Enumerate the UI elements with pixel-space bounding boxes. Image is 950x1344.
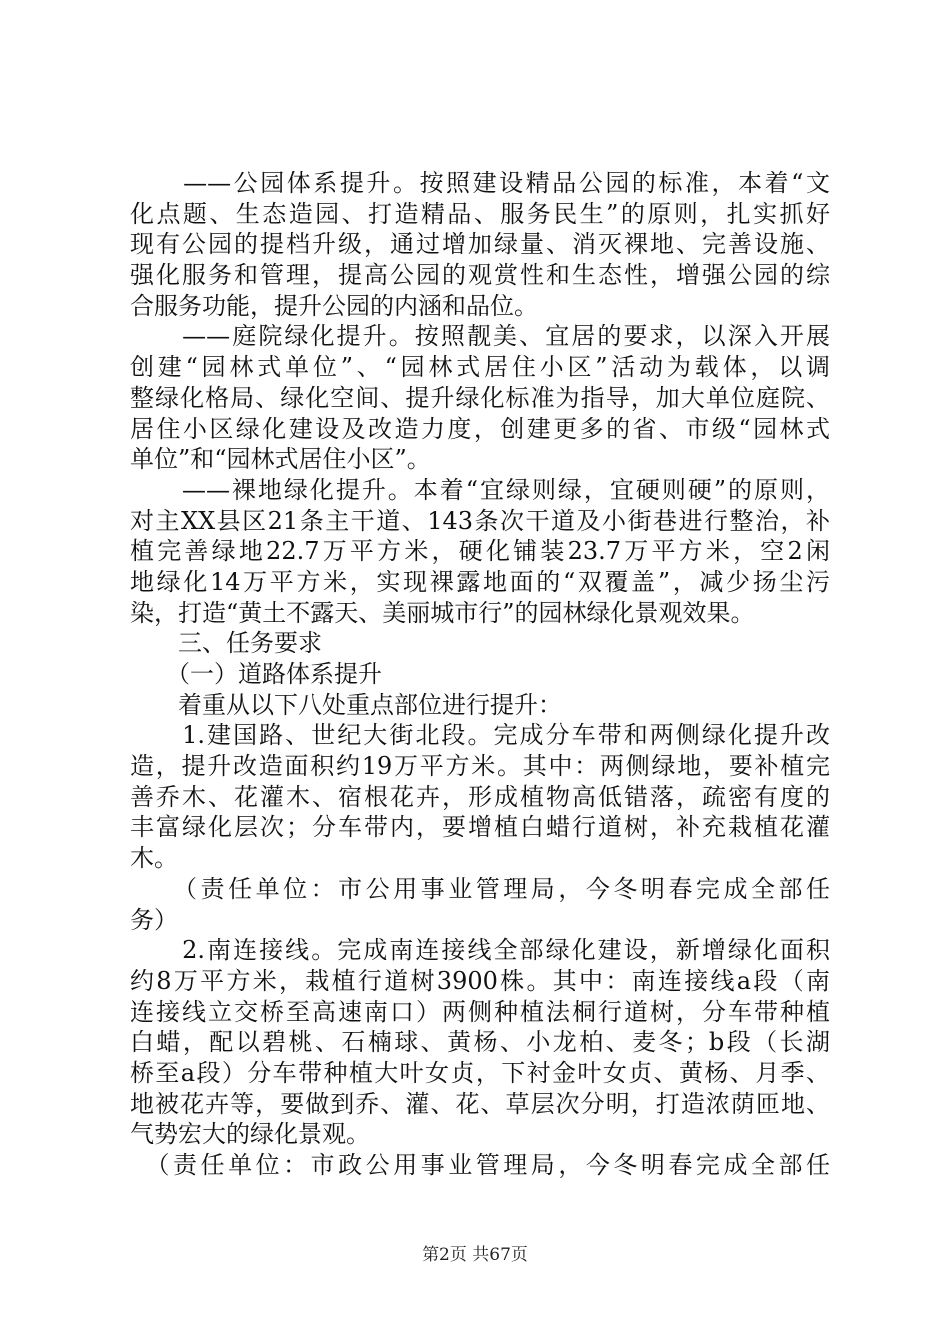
text-line: ——庭院绿化提升。按照靓美、宜居的要求，以深入开展 — [130, 322, 830, 351]
text-line: 务） — [130, 905, 178, 934]
text-line: 善乔木、花灌木、宿根花卉，形成植物高低错落，疏密有度的 — [130, 782, 830, 811]
text-line: 单位”和“园林式居住小区”。 — [130, 445, 431, 474]
text-line: ——裸地绿化提升。本着“宜绿则绿，宜硬则硬”的原则， — [130, 475, 830, 504]
text-line: 整绿化格局、绿化空间、提升绿化标准为指导，加大单位庭院、 — [130, 383, 830, 412]
text-line: 居住小区绿化建设及改造力度，创建更多的省、市级“园林式 — [130, 414, 830, 443]
text-line: 造，提升改造面积约19万平方米。其中：两侧绿地，要补植完 — [130, 752, 830, 781]
document-body — [130, 168, 830, 1181]
text-line: ——公园体系提升。按照建设精品公园的标准，本着“文 — [130, 169, 830, 197]
page-footer: 第2页 共67页 — [422, 1245, 528, 1265]
text-line: 地被花卉等，要做到乔、灌、花、草层次分明，打造浓荫匝地、 — [130, 1089, 830, 1118]
text-line: 对主XX县区21条主干道、143条次干道及小街巷进行整治，补 — [130, 506, 830, 535]
text-line: 气势宏大的绿化景观。 — [130, 1120, 370, 1149]
text-line: 合服务功能，提升公园的内涵和品位。 — [130, 291, 538, 320]
text-line: 着重从以下八处重点部位进行提升： — [130, 690, 562, 719]
text-line: 强化服务和管理，提高公园的观赏性和生态性，增强公园的综 — [130, 261, 830, 290]
text-line: 丰富绿化层次；分车带内，要增植白蜡行道树，补充栽植花灌 — [130, 813, 830, 842]
text-line: 桥至a段）分车带种植大叶女贞，下衬金叶女贞、黄杨、月季、 — [130, 1058, 830, 1087]
text-line: （一）道路体系提升 — [130, 660, 382, 688]
text-line: 1.建国路、世纪大街北段。完成分车带和两侧绿化提升改 — [130, 721, 830, 750]
text-line: （责任单位：市政公用事业管理局，今冬明春完成全部任 — [130, 1151, 830, 1179]
text-line: 约8万平方米，栽植行道树3900株。其中：南连接线a段（南 — [130, 966, 830, 995]
text-line: 现有公园的提档升级，通过增加绿量、消灭裸地、完善设施、 — [130, 230, 830, 259]
text-line: 三、任务要求 — [130, 629, 322, 658]
text-line: 白蜡，配以碧桃、石楠球、黄杨、小龙柏、麦冬；b段（长湖 — [130, 1028, 830, 1057]
text-line: 地绿化14万平方米，实现裸露地面的“双覆盖”，减少扬尘污 — [130, 567, 830, 596]
text-line: 木。 — [130, 844, 178, 873]
text-line: 创建“园林式单位”、“园林式居住小区”活动为载体，以调 — [130, 353, 830, 382]
text-line: 植完善绿地22.7万平方米，硬化铺装23.7万平方米，空2闲 — [130, 537, 830, 566]
text-line: 2.南连接线。完成南连接线全部绿化建设，新增绿化面积 — [130, 936, 830, 965]
text-line: （责任单位：市公用事业管理局，今冬明春完成全部任 — [130, 874, 830, 903]
text-line: 化点题、生态造园、打造精品、服务民生”的原则，扎实抓好 — [130, 199, 830, 228]
text-line: 染，打造“黄土不露天、美丽城市行”的园林绿化景观效果。 — [130, 598, 755, 627]
text-line: 连接线立交桥至高速南口）两侧种植法桐行道树，分车带种植 — [130, 997, 830, 1026]
